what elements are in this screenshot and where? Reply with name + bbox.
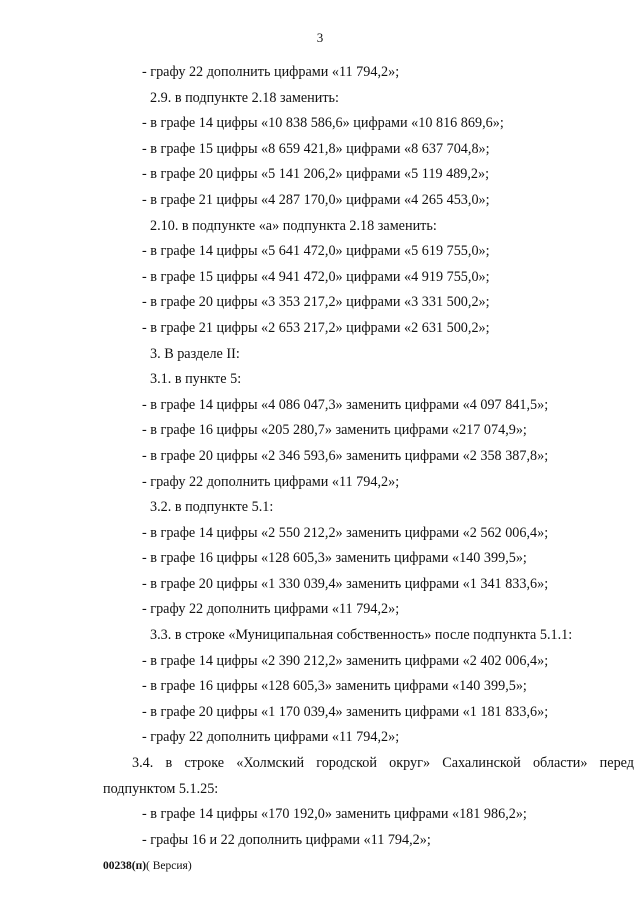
text-line: - в графе 20 цифры «5 141 206,2» цифрами «5 119 489,2»;: [142, 166, 490, 183]
text-line: - в графе 14 цифры «170 192,0» заменить цифрами «181 986,2»;: [142, 806, 527, 823]
document-code: 00238(п): [103, 860, 147, 872]
text-line: - в графе 21 цифры «4 287 170,0» цифрами «4 265 453,0»;: [142, 191, 490, 208]
text-line: - в графе 20 цифры «1 170 039,4» заменить цифрами «1 181 833,6»;: [142, 703, 549, 720]
text-line: - в графе 16 цифры «205 280,7» заменить цифрами «217 074,9»;: [142, 422, 527, 439]
text-line: 3.4. в строке «Холмский городской округ» Сахалинской области» перед: [132, 755, 634, 772]
text-line: - графу 22 дополнить цифрами «11 794,2»;: [142, 729, 400, 746]
text-line: - в графе 15 цифры «8 659 421,8» цифрами «8 637 704,8»;: [142, 140, 490, 157]
text-line: - в графе 16 цифры «128 605,3» заменить цифрами «140 399,5»;: [142, 678, 527, 695]
text-line: - в графе 14 цифры «2 390 212,2» заменить цифрами «2 402 006,4»;: [142, 652, 549, 669]
page-number: 3: [316, 30, 324, 45]
text-line: 3.3. в строке «Муниципальная собственность» после подпункта 5.1.1:: [150, 627, 573, 644]
document-body: [0, 60, 640, 853]
text-line: - в графе 14 цифры «10 838 586,6» цифрами «10 816 869,6»;: [142, 115, 504, 132]
text-line: 2.10. в подпункте «а» подпункта 2.18 заменить:: [150, 217, 437, 234]
text-line: - в графе 16 цифры «128 605,3» заменить цифрами «140 399,5»;: [142, 550, 527, 567]
text-line: - графу 22 дополнить цифрами «11 794,2»;: [142, 601, 400, 618]
text-line: - графы 16 и 22 дополнить цифрами «11 794,2»;: [142, 831, 431, 848]
document-version: ( Версия): [146, 860, 192, 872]
text-line: подпунктом 5.1.25:: [103, 780, 219, 797]
text-line: 3.2. в подпункте 5.1:: [150, 499, 274, 516]
text-line: - в графе 20 цифры «3 353 217,2» цифрами «3 331 500,2»;: [142, 294, 490, 311]
text-line: 3.1. в пункте 5:: [150, 371, 242, 388]
text-line: - графу 22 дополнить цифрами «11 794,2»;: [142, 64, 400, 80]
text-line: 2.9. в подпункте 2.18 заменить:: [150, 89, 339, 106]
document-footer: [103, 860, 192, 872]
text-line: - в графе 14 цифры «4 086 047,3» заменить цифрами «4 097 841,5»;: [142, 396, 549, 413]
text-line: 3. В разделе II:: [150, 345, 240, 362]
text-line: - в графе 15 цифры «4 941 472,0» цифрами «4 919 755,0»;: [142, 268, 490, 285]
text-line: - в графе 20 цифры «1 330 039,4» заменить цифрами «1 341 833,6»;: [142, 575, 549, 592]
text-line: - в графе 21 цифры «2 653 217,2» цифрами «2 631 500,2»;: [142, 319, 490, 336]
text-line: - в графе 14 цифры «2 550 212,2» заменить цифрами «2 562 006,4»;: [142, 524, 549, 541]
text-line: - графу 22 дополнить цифрами «11 794,2»;: [142, 473, 400, 490]
text-line: - в графе 14 цифры «5 641 472,0» цифрами «5 619 755,0»;: [142, 243, 490, 260]
text-line: - в графе 20 цифры «2 346 593,6» заменить цифрами «2 358 387,8»;: [142, 447, 549, 464]
